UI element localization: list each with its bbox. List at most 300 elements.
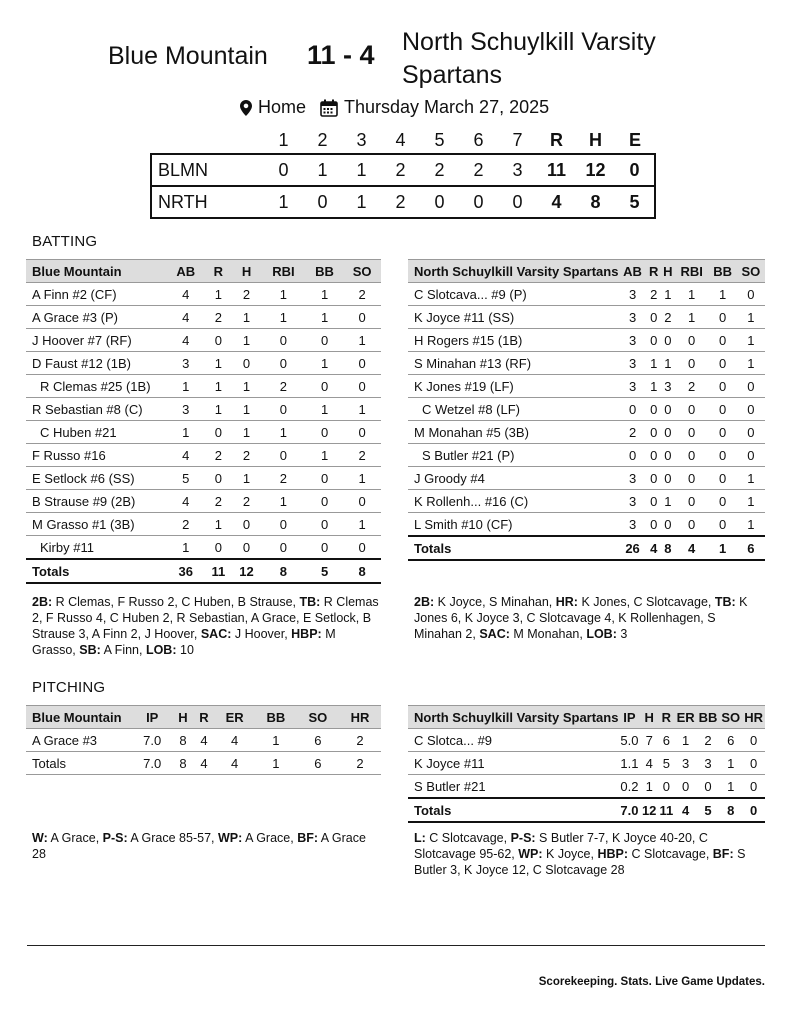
totals-cell: 8 (719, 798, 742, 822)
stat-cell: 0 (675, 352, 709, 375)
stat-column-header: AB (167, 260, 205, 283)
stat-cell: 1 (719, 775, 742, 799)
away-batting-table (26, 259, 381, 584)
home-team-name: North Schuylkill Varsity Spartans (402, 28, 656, 89)
stat-column-header: BB (306, 260, 344, 283)
player-name: F Russo #16 (26, 444, 167, 467)
stat-cell: 1 (661, 490, 675, 513)
stat-cell: 0 (205, 536, 233, 560)
inning-score: 0 (498, 186, 537, 218)
final-score: 11 - 4 (307, 40, 375, 70)
player-row (26, 513, 381, 536)
player-name: C Huben #21 (26, 421, 167, 444)
stat-cell: 1 (261, 306, 306, 329)
stat-column-header: R (658, 706, 675, 729)
stat-column-header: R (647, 260, 661, 283)
totals-cell: 4 (675, 798, 697, 822)
stat-cell: 1 (261, 283, 306, 306)
player-row (26, 421, 381, 444)
note-key: L: (414, 831, 426, 845)
player-row (26, 306, 381, 329)
totals-cell: 1 (708, 536, 736, 560)
note-key: WP: (518, 847, 543, 861)
totals-label: Totals (408, 536, 618, 560)
stat-cell: 0 (232, 352, 261, 375)
totals-cell: 7.0 (132, 752, 172, 775)
player-row (26, 375, 381, 398)
hits-header: H (589, 129, 602, 150)
stat-cell: 4 (167, 444, 205, 467)
stat-cell: 0 (675, 421, 709, 444)
player-row (408, 375, 765, 398)
inning-score: 2 (381, 154, 420, 186)
stat-cell: 4 (167, 283, 205, 306)
away-batting-notes (32, 594, 382, 658)
note-value: A Finn, (100, 643, 146, 657)
player-row (26, 536, 381, 560)
team-column-header: North Schuylkill Varsity Spartans (408, 706, 618, 729)
note-key: LOB: (586, 627, 617, 641)
stat-cell: 3 (618, 352, 646, 375)
note-key: BF: (712, 847, 734, 861)
player-name: L Smith #10 (CF) (408, 513, 618, 537)
stat-cell: 1 (737, 329, 765, 352)
stat-cell: 2 (232, 283, 261, 306)
player-name: K Rollenh... #16 (C) (408, 490, 618, 513)
stat-column-header: H (661, 260, 675, 283)
note-value: R Clemas 2, F Russo 4, C Huben 2, R Sebastian, A Grace, E Setlock, B Strause 3, A Finn 2, J Hoover, (32, 595, 379, 641)
inning-score: 3 (498, 154, 537, 186)
player-name: J Groody #4 (408, 467, 618, 490)
note-key: TB: (714, 595, 736, 609)
stat-cell: 8 (172, 729, 193, 752)
stat-cell: 0 (697, 775, 720, 799)
stat-cell: 4 (167, 329, 205, 352)
stat-cell: 6 (658, 729, 675, 752)
totals-label: Totals (408, 798, 618, 822)
note-key: HBP: (291, 627, 322, 641)
totals-cell: 5 (697, 798, 720, 822)
stat-cell: 0 (708, 375, 736, 398)
stat-cell: 1 (306, 352, 344, 375)
pitching-section-label: PITCHING (32, 679, 106, 696)
stat-cell: 2 (205, 490, 233, 513)
away-pitching-notes (32, 830, 377, 862)
linescore-team: NRTH (151, 186, 264, 218)
stat-cell: 3 (618, 490, 646, 513)
note-value: C Slotcavage, (628, 847, 713, 861)
home-batting-notes (414, 594, 766, 642)
stat-column-header: RBI (261, 260, 306, 283)
stat-cell: 5 (167, 467, 205, 490)
away-team-name: Blue Mountain (108, 42, 268, 70)
stat-cell: 0 (647, 329, 661, 352)
stat-cell: 0 (708, 352, 736, 375)
note-value: K Joyce, S Minahan, (434, 595, 556, 609)
stat-cell: 0 (708, 513, 736, 537)
stat-cell: 1 (306, 398, 344, 421)
stat-cell: 0 (647, 398, 661, 421)
note-value: 10 (176, 643, 194, 657)
linescore-e: 0 (615, 154, 655, 186)
stat-cell: 0 (306, 375, 344, 398)
note-value: K Jones, C Slotcavage, (577, 595, 715, 609)
stat-cell: 3 (618, 283, 646, 306)
stat-cell: 3 (618, 375, 646, 398)
player-row (26, 467, 381, 490)
note-key: P-S: (102, 831, 128, 845)
player-row (26, 398, 381, 421)
player-row (408, 398, 765, 421)
player-name: A Finn #2 (CF) (26, 283, 167, 306)
stat-column-header: BB (697, 706, 720, 729)
stat-column-header: HR (339, 706, 381, 729)
stat-cell: 4 (167, 306, 205, 329)
inning-score: 0 (264, 154, 303, 186)
stat-cell: 2 (675, 375, 709, 398)
totals-row (408, 798, 765, 822)
player-row (408, 306, 765, 329)
stat-column-header: R (193, 706, 214, 729)
stat-column-header: RBI (675, 260, 709, 283)
player-name: C Slotca... #9 (408, 729, 618, 752)
linescore-table (150, 127, 656, 219)
stat-column-header: H (232, 260, 261, 283)
stat-column-header: SO (719, 706, 742, 729)
stat-cell: 1 (232, 375, 261, 398)
player-name: E Setlock #6 (SS) (26, 467, 167, 490)
stat-cell: 0 (647, 306, 661, 329)
stat-cell: 2 (618, 421, 646, 444)
stat-cell: 3 (167, 352, 205, 375)
stat-column-header: AB (618, 260, 646, 283)
stat-column-header: R (205, 260, 233, 283)
stat-cell: 0 (343, 421, 381, 444)
note-value: K Jones 6, K Joyce 3, C Slotcavage 4, K Rollenhagen, S Minahan 2, (414, 595, 748, 641)
team-column-header: Blue Mountain (26, 706, 132, 729)
totals-cell: 2 (339, 752, 381, 775)
stat-cell: 1 (306, 444, 344, 467)
stat-cell: 0 (737, 444, 765, 467)
totals-row (26, 559, 381, 583)
linescore-row (151, 154, 655, 186)
totals-cell: 36 (167, 559, 205, 583)
inning-score: 1 (264, 186, 303, 218)
stat-cell: 1 (205, 398, 233, 421)
stat-cell: 0 (343, 536, 381, 560)
totals-cell: 8 (343, 559, 381, 583)
note-value: M Grasso, (32, 627, 336, 657)
stat-cell: 0 (675, 775, 697, 799)
note-key: SAC: (200, 627, 232, 641)
player-row (26, 490, 381, 513)
totals-cell: 12 (232, 559, 261, 583)
player-name: B Strause #9 (2B) (26, 490, 167, 513)
note-value: M Monahan, (509, 627, 587, 641)
player-row (408, 775, 765, 799)
stat-cell: 0 (306, 329, 344, 352)
stat-cell: 1 (232, 398, 261, 421)
stat-cell: 0 (742, 729, 765, 752)
stat-cell: 0 (261, 352, 306, 375)
totals-label: Totals (26, 559, 167, 583)
linescore-e: 5 (615, 186, 655, 218)
stats-header-row (26, 706, 381, 729)
stat-cell: 1 (306, 306, 344, 329)
stat-cell: 1 (255, 729, 297, 752)
batting-section-label: BATTING (32, 233, 98, 250)
stat-cell: 3 (675, 752, 697, 775)
player-name: M Grasso #1 (3B) (26, 513, 167, 536)
stat-cell: 0 (708, 490, 736, 513)
stat-cell: 1 (261, 490, 306, 513)
stat-cell: 1 (737, 352, 765, 375)
stat-cell: 1 (737, 467, 765, 490)
player-name: A Grace #3 (P) (26, 306, 167, 329)
stat-cell: 2 (261, 467, 306, 490)
stat-cell: 0 (647, 444, 661, 467)
stat-column-header: H (172, 706, 193, 729)
stat-cell: 1 (232, 421, 261, 444)
stat-cell: 0 (658, 775, 675, 799)
stat-cell: 7.0 (132, 729, 172, 752)
stat-cell: 6 (719, 729, 742, 752)
stat-cell: 0.2 (618, 775, 640, 799)
player-name: S Butler #21 (P) (408, 444, 618, 467)
note-value: R Clemas, F Russo 2, C Huben, B Strause, (52, 595, 300, 609)
note-key: TB: (299, 595, 321, 609)
stat-cell: 0 (647, 513, 661, 537)
stat-cell: 0 (737, 398, 765, 421)
totals-cell: 4 (675, 536, 709, 560)
stat-cell: 0 (232, 536, 261, 560)
stat-cell: 3 (618, 513, 646, 537)
totals-row (26, 752, 381, 775)
stat-cell: 2 (205, 306, 233, 329)
player-name: D Faust #12 (1B) (26, 352, 167, 375)
player-name: K Jones #19 (LF) (408, 375, 618, 398)
stat-cell: 3 (167, 398, 205, 421)
stat-cell: 0 (343, 352, 381, 375)
inning-score: 2 (420, 154, 459, 186)
stat-cell: 5.0 (618, 729, 640, 752)
note-key: LOB: (145, 643, 177, 657)
player-row (26, 352, 381, 375)
player-name: C Slotcava... #9 (P) (408, 283, 618, 306)
stat-cell: 3 (618, 306, 646, 329)
stat-cell: 0 (343, 306, 381, 329)
note-key: 2B: (414, 595, 435, 609)
totals-cell: 4 (214, 752, 254, 775)
stat-cell: 2 (167, 513, 205, 536)
totals-cell: 8 (261, 559, 306, 583)
stat-cell: 1 (343, 513, 381, 536)
linescore-h: 8 (576, 186, 615, 218)
stat-cell: 1 (205, 513, 233, 536)
totals-cell: 8 (661, 536, 675, 560)
stat-cell: 2 (343, 444, 381, 467)
stat-cell: 1 (647, 352, 661, 375)
inning-header: 7 (512, 129, 523, 150)
stats-header-row (26, 260, 381, 283)
stat-cell: 0 (737, 421, 765, 444)
stat-cell: 0 (661, 329, 675, 352)
runs-header: R (550, 129, 563, 150)
player-name: M Monahan #5 (3B) (408, 421, 618, 444)
stat-cell: 1 (232, 329, 261, 352)
note-key: SAC: (479, 627, 510, 641)
stat-cell: 0 (661, 398, 675, 421)
totals-cell: 4 (193, 752, 214, 775)
inning-score: 0 (303, 186, 342, 218)
stat-cell: 1 (167, 536, 205, 560)
inning-header: 3 (356, 129, 367, 150)
footer-divider (27, 945, 765, 946)
inning-header: 2 (317, 129, 328, 150)
player-row (408, 752, 765, 775)
inning-score: 1 (342, 154, 381, 186)
player-row (408, 467, 765, 490)
player-row (408, 513, 765, 537)
stat-cell: 0 (261, 444, 306, 467)
stat-cell: 0 (343, 375, 381, 398)
team-column-header: North Schuylkill Varsity Spartans (408, 260, 618, 283)
calendar-icon (320, 99, 338, 117)
stat-cell: 1 (640, 775, 658, 799)
stat-cell: 1 (167, 421, 205, 444)
stat-cell: 5 (658, 752, 675, 775)
linescore-row (151, 186, 655, 218)
totals-label: Totals (26, 752, 132, 775)
stat-cell: 0 (205, 421, 233, 444)
stat-cell: 0 (708, 329, 736, 352)
stat-cell: 0 (618, 398, 646, 421)
stats-header-row (408, 706, 765, 729)
stat-cell: 3 (697, 752, 720, 775)
home-pitching-table (408, 705, 765, 823)
location-pin-icon (240, 100, 252, 116)
note-value: S Butler 3, K Joyce 12, C Slotcavage 28 (414, 847, 746, 877)
stat-cell: 0 (205, 467, 233, 490)
player-row (408, 283, 765, 306)
game-meta (240, 97, 549, 118)
stat-cell: 0 (343, 490, 381, 513)
stat-cell: 1 (306, 283, 344, 306)
stat-cell: 1 (343, 329, 381, 352)
stats-header-row (408, 260, 765, 283)
note-value: 3 (616, 627, 628, 641)
stat-cell: 2 (339, 729, 381, 752)
inning-header: 5 (434, 129, 445, 150)
stat-cell: 0 (661, 467, 675, 490)
note-key: BF: (297, 831, 319, 845)
stat-cell: 0 (708, 398, 736, 421)
player-name: Kirby #11 (26, 536, 167, 560)
stat-cell: 1 (261, 421, 306, 444)
player-name: H Rogers #15 (1B) (408, 329, 618, 352)
stat-cell: 0 (306, 467, 344, 490)
player-row (26, 729, 381, 752)
stat-column-header: BB (708, 260, 736, 283)
player-name: S Butler #21 (408, 775, 618, 799)
stat-column-header: SO (343, 260, 381, 283)
stat-cell: 0 (675, 467, 709, 490)
player-name: R Clemas #25 (1B) (26, 375, 167, 398)
note-key: P-S: (510, 831, 536, 845)
stat-column-header: ER (214, 706, 254, 729)
inning-score: 2 (459, 154, 498, 186)
totals-cell: 11 (205, 559, 233, 583)
note-value: A Grace 28 (32, 831, 366, 861)
totals-cell: 1 (255, 752, 297, 775)
stat-cell: 1 (675, 306, 709, 329)
stat-cell: 2 (232, 444, 261, 467)
inning-score: 2 (381, 186, 420, 218)
stat-cell: 0 (675, 444, 709, 467)
stat-cell: 0 (708, 421, 736, 444)
note-key: W: (32, 831, 48, 845)
stat-cell: 4 (640, 752, 658, 775)
totals-cell: 0 (742, 798, 765, 822)
totals-cell: 11 (658, 798, 675, 822)
note-key: HBP: (597, 847, 629, 861)
player-row (26, 283, 381, 306)
player-name: K Joyce #11 (408, 752, 618, 775)
stat-cell: 1 (737, 490, 765, 513)
stat-cell: 0 (306, 421, 344, 444)
home-pitching-notes (414, 830, 766, 878)
stat-cell: 0 (661, 513, 675, 537)
stat-cell: 0 (647, 421, 661, 444)
inning-score: 0 (459, 186, 498, 218)
stat-cell: 1 (661, 283, 675, 306)
player-name: K Joyce #11 (SS) (408, 306, 618, 329)
player-row (408, 421, 765, 444)
note-value: J Hoover, (231, 627, 292, 641)
stat-cell: 0 (261, 536, 306, 560)
stat-column-header: IP (132, 706, 172, 729)
stat-cell: 2 (647, 283, 661, 306)
stat-cell: 0 (661, 444, 675, 467)
location-label: Home (258, 97, 307, 117)
stat-cell: 0 (708, 306, 736, 329)
stat-cell: 0 (708, 444, 736, 467)
stat-cell: 0 (737, 375, 765, 398)
stat-cell: 4 (193, 729, 214, 752)
stat-cell: 4 (167, 490, 205, 513)
player-name: A Grace #3 (26, 729, 132, 752)
totals-cell: 4 (647, 536, 661, 560)
stat-cell: 2 (697, 729, 720, 752)
note-value: S Butler 7-7, K Joyce 40-20, C Slotcavage 95-62, (414, 831, 708, 861)
linescore-team: BLMN (151, 154, 264, 186)
stat-cell: 1 (675, 729, 697, 752)
stat-cell: 3 (661, 375, 675, 398)
stat-column-header: HR (742, 706, 765, 729)
totals-cell: 6 (297, 752, 339, 775)
stat-cell: 0 (618, 444, 646, 467)
stat-column-header: IP (618, 706, 640, 729)
player-name: J Hoover #7 (RF) (26, 329, 167, 352)
stat-cell: 0 (647, 467, 661, 490)
home-batting-table (408, 259, 765, 561)
linescore-h: 12 (576, 154, 615, 186)
player-name: C Wetzel #8 (LF) (408, 398, 618, 421)
player-row (408, 444, 765, 467)
player-name: R Sebastian #8 (C) (26, 398, 167, 421)
team-column-header: Blue Mountain (26, 260, 167, 283)
stat-cell: 4 (214, 729, 254, 752)
